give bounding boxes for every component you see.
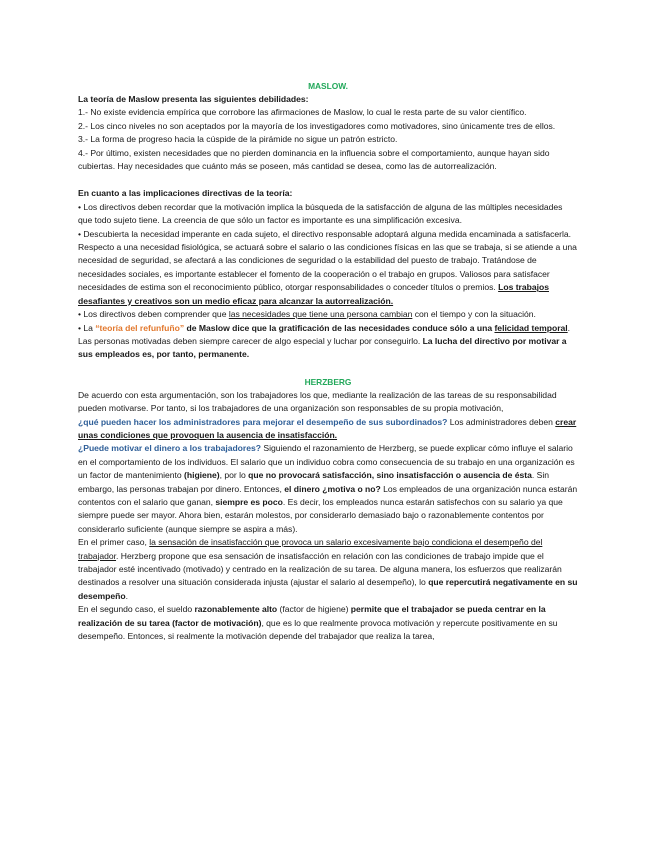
case-2-bold-2: permite que el trabajador se pueda centrar en la realización de su tarea (factor de motivación) <box>78 604 546 628</box>
bullet-4-pre: • La <box>78 322 96 333</box>
case-1-bold: que repercutirá negativamente en su desempeño <box>78 577 578 601</box>
question-2-bold-1: (higiene) <box>184 470 220 481</box>
question-2-bold-3: el dinero ¿motiva o no? <box>284 483 381 494</box>
case-2-pre: En el segundo caso, el sueldo <box>78 604 195 615</box>
implication-bullet-2 <box>78 228 578 308</box>
question-1-after: Los administradores deben <box>447 416 556 427</box>
question-1-bold-underline: crear unas condiciones que provoquen la ausencia de insatisfacción. <box>78 416 577 440</box>
case-2-after: , que es lo que realmente provoca motivación y repercute positivamente en su desempeño. Entonces, si realmente la motivación depende del trabajador que realiza la tarea, <box>78 617 558 642</box>
case-1-pre: En el primer caso, <box>78 537 150 548</box>
case-1-end: . <box>125 590 128 601</box>
maslow-item-2: 2.- Los cinco niveles no son aceptados por la mayoría de los investigadores como motivadores, sino únicamente tres de ellos. <box>78 120 556 131</box>
question-2-text: ¿Puede motivar el dinero a los trabajadores? <box>78 443 261 454</box>
bullet-3-post: con el tiempo y con la situación. <box>412 309 536 320</box>
bullet-2-emphasis: Los trabajos desafiantes y creativos son un medio eficaz para alcanzar la autorrealización. <box>78 282 549 306</box>
implication-bullet-4 <box>78 322 578 362</box>
bullet-4-bold-1: de Maslow dice que la gratificación de las necesidades conduce sólo a una <box>184 322 495 333</box>
question-2-after-3: . Sin embargo, las personas trabajan por dinero. Entonces, <box>78 470 549 494</box>
bullet-4-mid: . Las personas motivadas deben siempre carecer de algo especial y luchar por conseguirlo. <box>78 322 571 346</box>
case-1-underline: la sensación de insatisfacción que provoca un salario excesivamente bajo condiciona el desempeño del trabajador <box>78 537 543 561</box>
bullet-4-bold-2: La lucha del directivo por motivar a sus empleados es, por tanto, permanente. <box>78 335 567 360</box>
herzberg-paragraph-1: De acuerdo con esta argumentación, son los trabajadores los que, mediante la realización de las tareas de su responsabilidad pueden motivarse. Por tanto, si los trabajadores de una organización son responsables de su propia motivación, <box>78 389 557 414</box>
document-body <box>78 80 578 643</box>
question-2-after-5: . Es decir, los empleados nunca estarán satisfechos con su salario ya que siempre puede ser mayor. Ahora bien, estarán molestos, por considerarlo demasiado bajo o razonablemente contentos por considerarlo suficiente (aunque siempre se aspira a más). <box>78 496 563 534</box>
herzberg-question-2 <box>78 442 578 536</box>
maslow-title: MASLOW. <box>308 81 348 91</box>
bullet-2-text: • Descubierta la necesidad imperante en cada sujeto, el directivo responsable adoptará alguna medida encaminada a satisfacerla. Respecto a una necesidad fisiológica, se actuará sobre el salario o las condiciones físicas en las que se trabaja, si se atiende a una necesidad de seguridad, se afectará a las condiciones de seguridad o la estabilidad del puesto de trabajo. Tratándose de necesidades sociales, es importante establecer el fomento de la cooperación o el trabajo en grupos. Valiosos para satisfacer necesidades de estima son el reconocimiento público, otorgar responsabilidades o conceder títulos o premios. <box>78 228 577 293</box>
case-2-bold-1: razonablemente alto <box>194 604 278 615</box>
implications-heading: En cuanto a las implicaciones directivas de la teoría: <box>78 188 293 199</box>
question-1-text: ¿qué pueden hacer los administradores para mejorar el desempeño de sus subordinados? <box>78 416 448 427</box>
bullet-3-underline: las necesidades que tiene una persona cambian <box>228 309 413 320</box>
question-2-after-4: Los empleados de una organización nunca estarán contentos con el salario que ganan, <box>78 483 578 507</box>
herzberg-title: HERZBERG <box>304 376 352 387</box>
herzberg-case-1 <box>78 536 578 603</box>
maslow-item-3: 3.- La forma de progreso hacia la cúspide de la pirámide no sigue un patrón estricto. <box>78 134 398 145</box>
implication-bullet-1: • Los directivos deben recordar que la motivación implica la búsqueda de la satisfacción de alguna de las múltiples necesidades que todo sujeto tiene. La creencia de que sólo un factor es importante es una simplificación excesiva. <box>78 201 563 226</box>
maslow-item-4: 4.- Por último, existen necesidades que no pierden dominancia en la influencia sobre el comportamiento, aunque hayan sido cubiertas. Hay necesidades que cuánto más se poseen, más cantidad se desea, como las de autorrealización. <box>78 147 550 172</box>
bullet-4-bold-underline: felicidad temporal <box>494 322 568 333</box>
question-2-bold-4: siempre es poco <box>215 496 283 507</box>
maslow-intro: La teoría de Maslow presenta las siguientes debilidades: <box>78 94 309 104</box>
herzberg-case-2 <box>78 603 578 643</box>
question-2-bold-2: que no provocará satisfacción, sino insatisfacción o ausencia de ésta <box>248 470 532 481</box>
case-2-mid-1: (factor de higiene) <box>277 604 351 615</box>
question-2-after-1: Siguiendo el razonamiento de Herzberg, se puede explicar cómo influye el salario en el comportamiento de los individuos. El salario que un individuo cobra como consecuencia de su trabajo en una organización es un factor de mantenimiento <box>78 443 575 481</box>
bullet-3-pre: • Los directivos deben comprender que <box>78 309 229 320</box>
implication-bullet-3 <box>78 308 578 321</box>
maslow-item-1: 1.- No existe evidencia empírica que corrobore las afirmaciones de Maslow, lo cual le resta parte de su valor científico. <box>78 107 527 118</box>
herzberg-question-1 <box>78 416 578 443</box>
question-2-after-2: , por lo <box>219 470 249 481</box>
bullet-4-orange-quote: “teoría del refunfuño” <box>95 322 185 333</box>
case-1-after: . Herzberg propone que esa sensación de insatisfacción en relación con las condiciones de trabajo impide que el trabajador esté incentivado (motivado) y centrado en la realización de su tarea. De alguna manera, los esfuerzos que realizarán destinados a resolver una situación considerada injusta (ajustar el salario al desempeño), lo <box>78 550 562 588</box>
